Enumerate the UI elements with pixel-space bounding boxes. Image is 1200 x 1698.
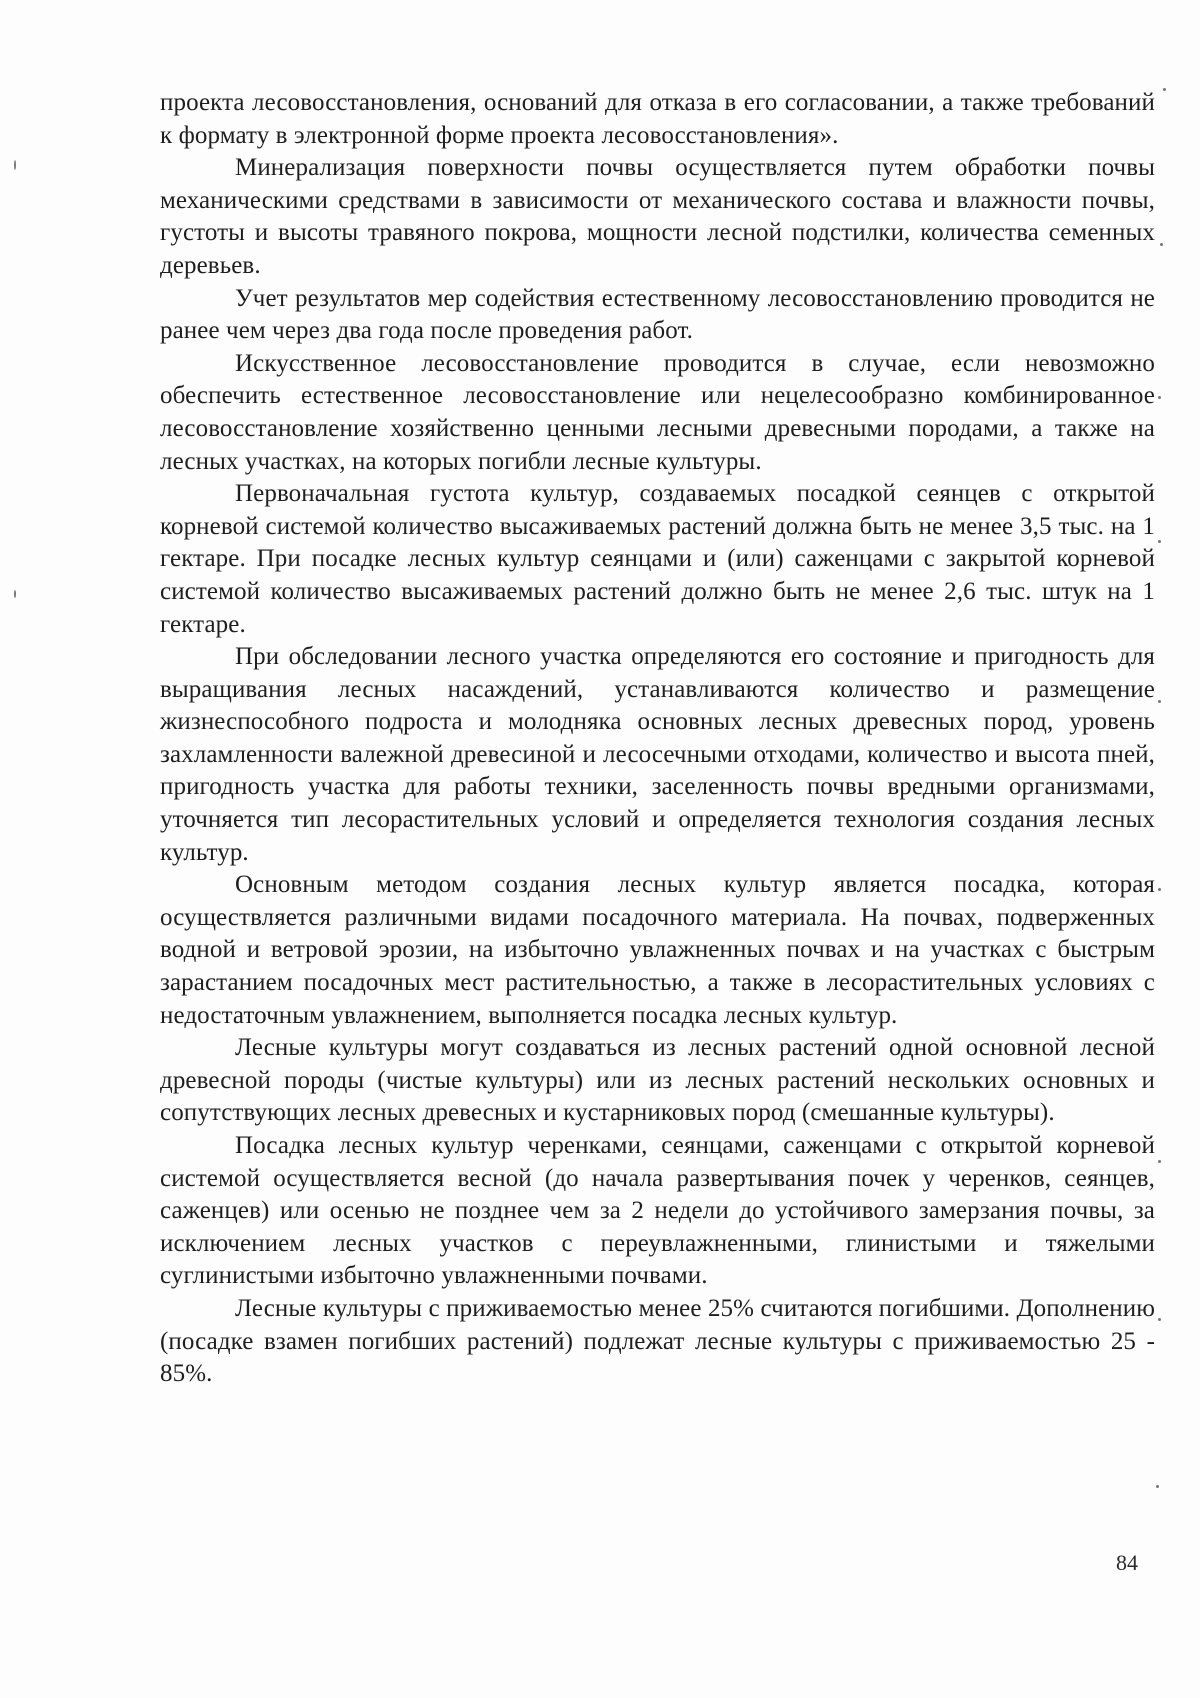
scan-speck: [1158, 396, 1161, 399]
scan-speck: [1156, 1485, 1159, 1488]
scan-speck: [1158, 1318, 1161, 1321]
scan-speck: [14, 160, 16, 170]
scan-speck: [1158, 1160, 1161, 1163]
scan-speck: [1158, 700, 1161, 703]
paragraph-6: При обследовании лесного участка определяются его состояние и пригодность для выращивания лесных насаждений, устанавливаются количество и размещение жизнеспособного подроста и молодняка основных лесных древесных пород, уровень захламленности валежной древесиной и лесосечными отходами, количество и высота пней, пригодность участка для работы техники, заселенность почвы вредными организмами, уточняется тип лесорастительных условий и определяется технология создания лесных культур.: [160, 643, 1155, 866]
document-body: [160, 87, 1155, 1391]
paragraph-7: Основным методом создания лесных культур является посадка, которая осуществляется различными видами посадочного материала. На почвах, подверженных водной и ветровой эрозии, на избыточно увлажненных почвах и на участках с быстрым зарастанием посадочных мест растительностью, а также в лесорастительных условиях с недостаточным увлажнением, выполняется посадка лесных культур.: [160, 871, 1155, 1029]
paragraph-3: Учет результатов мер содействия естественному лесовосстановлению проводится не ранее чем через два года после проведения работ.: [160, 284, 1155, 345]
paragraph-2: Минерализация поверхности почвы осуществляется путем обработки почвы механическими средствами в зависимости от механического состава и влажности почвы, густоты и высоты травяного покрова, мощности лесной подстилки, количества семенных деревьев.: [160, 154, 1155, 279]
scan-speck: [1158, 888, 1161, 891]
page-number: 84: [1116, 1550, 1138, 1575]
paragraph-4: Искусственное лесовосстановление проводится в случае, если невозможно обеспечить естественное лесовосстановление или нецелесообразно комбинированное лесовосстановление хозяйственно ценными лесными древесными породами, а также на лесных участках, на которых погибли лесные культуры.: [160, 349, 1155, 475]
scan-speck: [1160, 243, 1163, 246]
paragraph-1: проекта лесовосстановления, оснований для отказа в его согласовании, а также требований к формату в электронной форме проекта лесовосстановления».: [160, 89, 1155, 149]
scan-speck: [14, 590, 16, 598]
scan-speck: [1163, 88, 1166, 91]
paragraph-9: Посадка лесных культур черенками, сеянцами, саженцами с открытой корневой системой осуществляется весной (до начала развертывания почек у черенков, сеянцев, саженцев) или осенью не позднее чем за 2 недели до устойчивого замерзания почвы, за исключением лесных участков с переувлажненными, глинистыми и тяжелыми суглинистыми избыточно увлажненными почвами.: [160, 1132, 1155, 1290]
paragraph-8: Лесные культуры могут создаваться из лесных растений одной основной лесной древесной породы (чистые культуры) или из лесных растений нескольких основных и сопутствующих лесных древесных и кустарниковых пород (смешанные культуры).: [160, 1034, 1155, 1127]
paragraph-10: Лесные культуры с приживаемостью менее 25% считаются погибшими. Дополнению (посадке взамен погибших растений) подлежат лесные культуры с приживаемостью 25 - 85%.: [160, 1294, 1155, 1388]
paragraph-5: Первоначальная густота культур, создаваемых посадкой сеянцев с открытой корневой системой количество высаживаемых растений должна быть не менее 3,5 тыс. на 1 гектаре. При посадке лесных культур сеянцами и (или) саженцами с закрытой корневой системой количество высаживаемых растений должно быть не менее 2,6 тыс. штук на 1 гектаре.: [160, 480, 1155, 638]
scan-speck: [1158, 540, 1161, 543]
